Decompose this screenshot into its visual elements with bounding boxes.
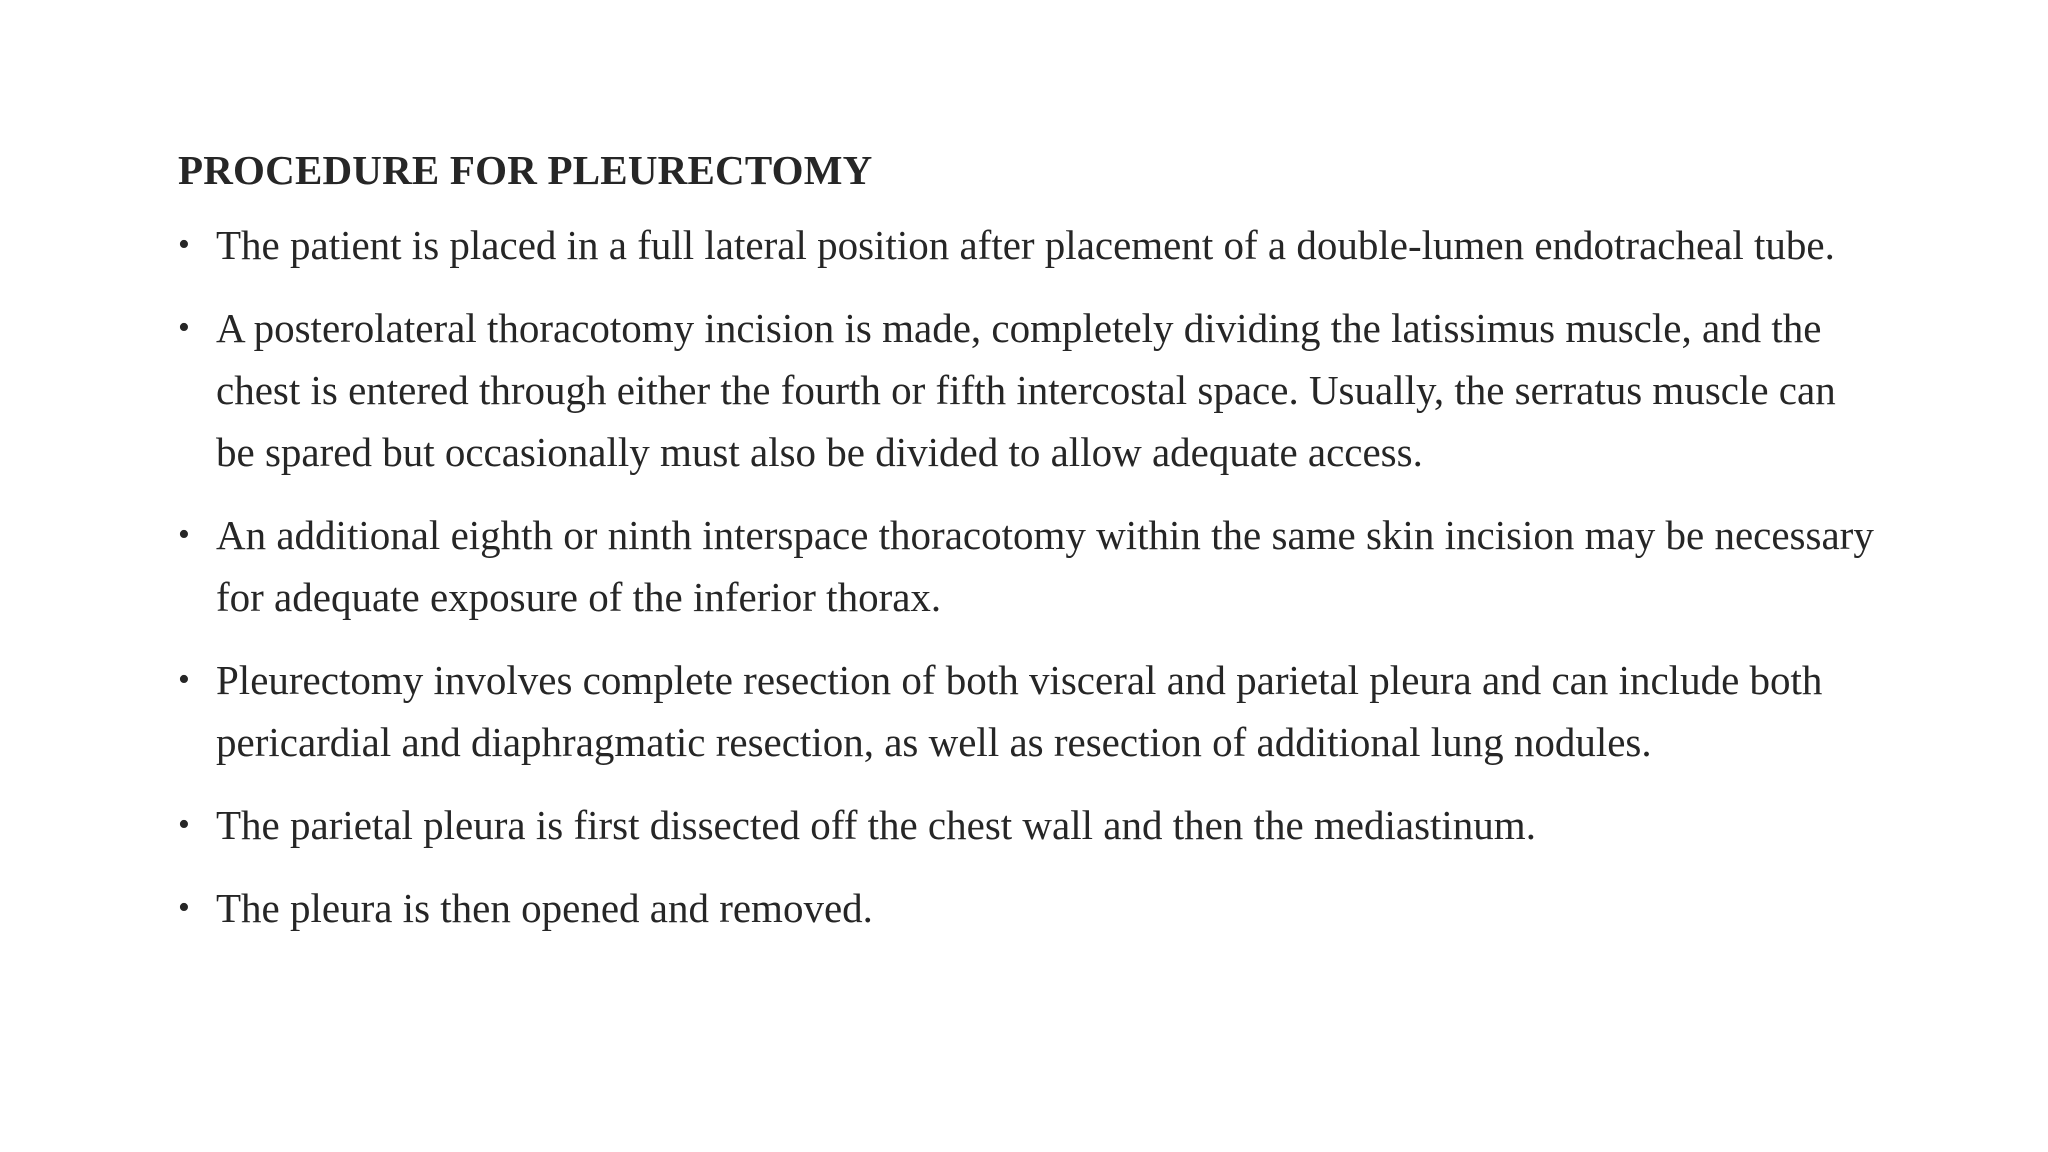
bullet-icon: • bbox=[178, 806, 190, 843]
bullet-icon: • bbox=[178, 309, 190, 346]
slide-title: PROCEDURE FOR PLEURECTOMY bbox=[178, 147, 873, 193]
bullet-item bbox=[178, 297, 1878, 483]
slide-content bbox=[178, 144, 1878, 960]
bullet-item bbox=[178, 504, 1878, 628]
bullet-text: An additional eighth or ninth interspace thoracotomy within the same skin incision may be necessary for adequate exposure of the inferior thorax. bbox=[216, 512, 1874, 620]
bullet-item bbox=[178, 649, 1878, 773]
bullet-text: A posterolateral thoracotomy incision is made, completely dividing the latissimus muscle, and the chest is entered through either the fourth or fifth intercostal space. Usually, the serratus muscle can be spared but occasionally must also be divided to allow adequate access. bbox=[216, 305, 1836, 475]
bullet-icon: • bbox=[178, 516, 190, 553]
bullet-icon: • bbox=[178, 226, 190, 263]
bullet-text: The parietal pleura is first dissected off the chest wall and then the mediastinum. bbox=[216, 802, 1536, 848]
bullet-text: Pleurectomy involves complete resection of both visceral and parietal pleura and can include both pericardial and diaphragmatic resection, as well as resection of additional lung nodules. bbox=[216, 657, 1823, 765]
bullet-item bbox=[178, 877, 1878, 939]
bullet-text: The pleura is then opened and removed. bbox=[216, 885, 873, 931]
bullet-item bbox=[178, 794, 1878, 856]
bullet-item bbox=[178, 214, 1878, 276]
bullet-icon: • bbox=[178, 889, 190, 926]
bullet-icon: • bbox=[178, 661, 190, 698]
bullet-list bbox=[178, 214, 1878, 939]
bullet-text: The patient is placed in a full lateral position after placement of a double-lumen endotracheal tube. bbox=[216, 222, 1835, 268]
